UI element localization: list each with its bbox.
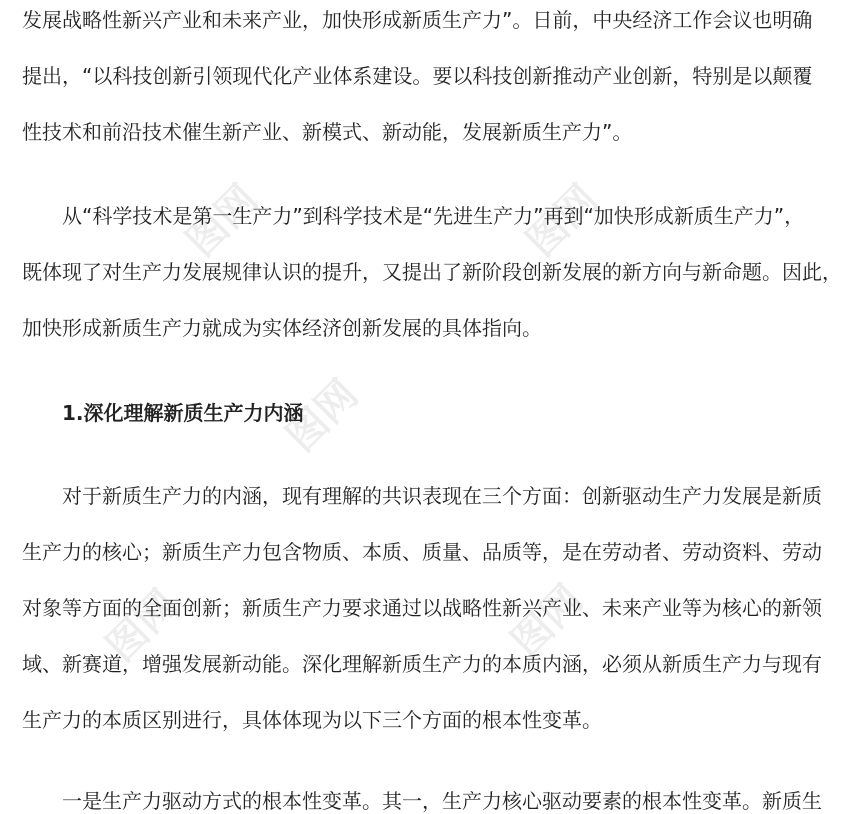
watermark: 图网	[177, 176, 268, 266]
paragraph-line: 对象等方面的全面创新；新质生产力要求通过以战略性新兴产业、未来产业等为核心的新领	[22, 596, 822, 620]
section-heading: 1.深化理解新质生产力内涵	[62, 401, 304, 425]
watermark: 图网	[502, 576, 593, 666]
paragraph-line: 提出，“以科技创新引领现代化产业体系建设。要以科技创新推动产业创新，特别是以颠覆	[22, 64, 813, 88]
watermark: 图网	[277, 371, 368, 461]
watermark: 图网	[517, 176, 608, 266]
paragraph-line: 生产力的核心；新质生产力包含物质、本质、质量、品质等，是在劳动者、劳动资料、劳动	[22, 540, 822, 564]
paragraph-line: 既体现了对生产力发展规律认识的提升，又提出了新阶段创新发展的新方向与新命题。因此，	[22, 260, 842, 284]
paragraph-line: 一是生产力驱动方式的根本性变革。其一，生产力核心驱动要素的根本性变革。新质生	[62, 789, 822, 813]
paragraph-line: 域、新赛道，增强发展新动能。深化理解新质生产力的本质内涵，必须从新质生产力与现有	[22, 652, 822, 676]
paragraph-line: 从“科学技术是第一生产力”到科学技术是“先进生产力”再到“加快形成新质生产力”，	[62, 204, 805, 228]
paragraph-line: 性技术和前沿技术催生新产业、新模式、新动能，发展新质生产力”。	[22, 120, 633, 144]
paragraph-line: 对于新质生产力的内涵，现有理解的共识表现在三个方面：创新驱动生产力发展是新质	[62, 484, 822, 508]
paragraph-line: 生产力的本质区别进行，具体体现为以下三个方面的根本性变革。	[22, 708, 602, 732]
watermark: 图网	[97, 581, 188, 671]
paragraph-line: 发展战略性新兴产业和未来产业，加快形成新质生产力”。日前，中央经济工作会议也明确	[22, 8, 813, 32]
paragraph-line: 加快形成新质生产力就成为实体经济创新发展的具体指向。	[22, 316, 542, 340]
